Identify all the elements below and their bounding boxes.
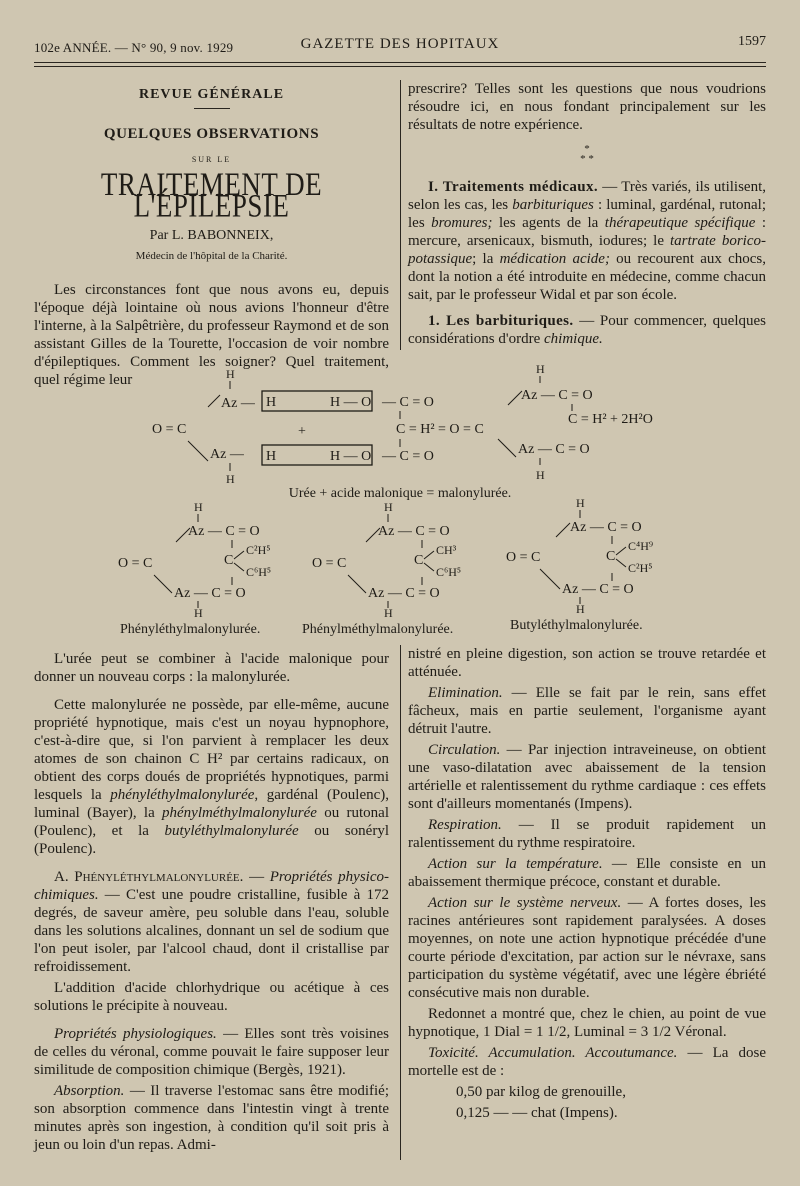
column-divider xyxy=(400,80,401,350)
svg-text:C²H⁵: C²H⁵ xyxy=(246,543,271,557)
svg-text:H: H xyxy=(266,449,277,464)
paragraph: Action sur le système nerveux. — A fortes doses, les racines antérieures sont rapidement paralysées. A doses moyennes, on note une action hypnotique précédée d'une courte période d'excitation, par action sur le névraxe, sans participation du système végétatif, avec une légère ébriété consécutive mais non durable. xyxy=(408,895,766,1001)
svg-text:H — O: H — O xyxy=(330,395,372,410)
formula-label: Phénylméthylmalonylurée. xyxy=(302,622,454,637)
svg-text:H — O: H — O xyxy=(330,449,372,464)
paragraph: Absorption. — Il traverse l'estomac sans être modifié; son absorption commence dans l'intestin vingt à trente minutes après son ingestion, à condition qu'il soit pris à jeun ou loin d'un repas. Admi- xyxy=(34,1083,389,1153)
article-title: TRAITEMENT DE L'ÉPILEPSIE xyxy=(100,166,323,224)
column-divider xyxy=(400,645,401,1160)
svg-text:H: H xyxy=(194,606,203,620)
title-divider xyxy=(194,108,230,109)
svg-text:O = C: O = C xyxy=(506,550,541,565)
svg-text:C = H² + 2H²O: C = H² + 2H²O xyxy=(568,412,653,427)
dose-line: 0,50 par kilog de grenouille, xyxy=(456,1084,626,1100)
page-header xyxy=(0,30,800,60)
svg-text:CH³: CH³ xyxy=(436,543,457,557)
paragraph: Action sur la température. — Elle consiste en un abaissement thermique précoce, constant et durable. xyxy=(408,856,766,890)
article-title-line-1: QUELQUES OBSERVATIONS xyxy=(103,126,320,142)
paragraph: Cette malonylurée ne possède, par elle-même, aucune propriété hypnotique, mais c'est un noyau hypnophore, c'est-à-dire que, si l'on parvient à remplacer les deux atomes de son chainon C H² par certains radicaux, on obtient des corps doués de propriétés hypnotiques, parmi lesquels la phényléthylmalonylurée, gardénal (Poulenc), luminal (Bayer), la phénylméthylmalonylurée ou rutonal (Poulenc), et la butyléthylmalonylurée ou sonéryl (Poulenc). xyxy=(34,697,390,857)
svg-text:C: C xyxy=(606,549,616,564)
left-column-top xyxy=(34,84,389,392)
svg-text:O = C: O = C xyxy=(152,422,187,437)
paragraph: Propriétés physiologiques. — Elles sont très voisines de celles du véronal, comme pouvait le faire supposer leur similitude de composition chimique (Bergès, 1921). xyxy=(34,1026,389,1078)
chemical-formulas-figure xyxy=(0,355,800,650)
issue-info: 102e ANNÉE. — N° 90, 9 nov. 1929 xyxy=(34,40,234,55)
svg-text:C⁶H⁵: C⁶H⁵ xyxy=(246,565,272,579)
svg-text:H: H xyxy=(266,395,277,410)
dose-line: 0,125 — — chat (Impens). xyxy=(456,1105,618,1121)
right-column-top xyxy=(408,80,766,351)
paragraph: Circulation. — Par injection intraveineuse, on obtient une vaso-dilatation avec abaissement de la tension artérielle et ralentissement du rythme cardiaque : ces effets sont d'ailleurs momentanés (Impens). xyxy=(408,742,766,812)
malonylurea-formula xyxy=(498,362,653,482)
svg-text:Az —: Az — xyxy=(221,396,255,411)
reaction-boxes xyxy=(262,391,372,465)
svg-text:Az — C = O: Az — C = O xyxy=(570,520,642,535)
right-column-bottom xyxy=(408,645,766,1125)
butylethylmalonylurea-formula xyxy=(506,496,653,633)
svg-text:C: C xyxy=(224,553,234,568)
svg-text:C⁴H⁹: C⁴H⁹ xyxy=(628,539,654,553)
svg-text:H: H xyxy=(384,606,393,620)
paragraph: Les circonstances font que nous avons eu, depuis l'époque déjà lointaine où nous avions l'honneur d'être l'interne, à la Salpêtrière, du professeur Raymond et de son assistant Gilles de la Tourette, l'occasion de voir nombre d'épileptiques. Comment les soigner? Quel traitement, quel régime leur xyxy=(34,282,389,388)
svg-text:— C = O: — C = O xyxy=(382,395,434,410)
paragraph: Elimination. — Elle se fait par le rein, sans effet fâcheux, mais en partie seulement, l'organisme ayant détruit l'autre. xyxy=(408,685,766,737)
svg-text:Az — C = O: Az — C = O xyxy=(518,442,590,457)
svg-text:H: H xyxy=(576,602,585,616)
urea-formula xyxy=(152,367,256,486)
svg-text:H: H xyxy=(226,472,235,486)
author: Par L. BABONNEIX, xyxy=(149,228,274,243)
svg-text:— C = O: — C = O xyxy=(382,449,434,464)
svg-text:Az —: Az — xyxy=(210,447,244,462)
section-paragraph: I. Traitements médicaux. — Très variés, ils utilisent, selon les cas, les barbituriques : luminal, gardénal, rutonal; les bromures; les agents de la thérapeutique spécifique : mercure, arsenicaux, bismuth, iodures; le tartrate borico-potassique; la médication acide; ou recourent aux chocs, dont la notion a été introduite en médecine, comme chacun sait, par le professeur Widal et par son école. xyxy=(408,179,766,303)
malonic-acid-formula xyxy=(381,395,484,464)
svg-text:H: H xyxy=(576,496,585,510)
author-affiliation: Médecin de l'hôpital de la Charité. xyxy=(135,250,288,262)
svg-text:C = H² = O = C: C = H² = O = C xyxy=(396,422,484,437)
paragraph: Redonnet a montré que, chez le chien, au point de vue hypnotique, 1 Dial = 1 1/2, Luminal = 3 1/2 Véronal. xyxy=(408,1006,766,1040)
formula-label: Butyléthylmalonylurée. xyxy=(510,618,643,633)
svg-text:C: C xyxy=(414,553,424,568)
svg-text:O = C: O = C xyxy=(118,556,153,571)
section-label: REVUE GÉNÉRALE xyxy=(138,87,285,102)
paragraph: nistré en pleine digestion, son action se trouve retardée et atténuée. xyxy=(408,646,766,680)
formula-label: Phényléthylmalonylurée. xyxy=(120,622,261,637)
svg-text:Az — C = O: Az — C = O xyxy=(562,582,634,597)
paragraph: L'urée peut se combiner à l'acide malonique pour donner un nouveau corps : la malonylurée. xyxy=(34,651,389,685)
svg-text:Az — C = O: Az — C = O xyxy=(378,524,450,539)
svg-text:Az — C = O: Az — C = O xyxy=(368,586,440,601)
svg-text:Az — C = O: Az — C = O xyxy=(174,586,246,601)
paragraph: prescrire? Telles sont les questions que nous voudrions résoudre ici, en nous fondant principalement sur les résultats de notre expérience. xyxy=(408,81,766,133)
svg-text:H: H xyxy=(536,468,545,482)
svg-text:+: + xyxy=(298,424,306,439)
phenylmethylmalonylurea-formula xyxy=(302,500,461,637)
page-number: 1597 xyxy=(738,34,766,49)
svg-text:H: H xyxy=(226,367,235,381)
header-rule xyxy=(34,62,766,63)
article-title-line-2: SUR LE xyxy=(191,155,232,164)
svg-text:H: H xyxy=(384,500,393,514)
svg-text:Az — C = O: Az — C = O xyxy=(188,524,260,539)
paragraph: A. Phényléthylmalonylurée. — Propriétés physico-chimiques. — C'est une poudre cristalline, fusible à 172 degrés, de saveur amère, peu soluble dans l'eau, soluble dans les solutions alcalines, donnant un sel de sodium que l'on peut isoler, par l'alcool chaud, dont il cristallise par refroidissement. xyxy=(34,869,389,975)
svg-text:H: H xyxy=(194,500,203,514)
svg-text:Az — C = O: Az — C = O xyxy=(521,388,593,403)
phenylethylmalonylurea-formula xyxy=(118,500,271,637)
svg-text:O = C: O = C xyxy=(312,556,347,571)
paragraph: Toxicité. Accumulation. Accoutumance. — La dose mortelle est de : xyxy=(408,1045,766,1079)
left-column-bottom xyxy=(34,650,389,1157)
paragraph: Respiration. — Il se produit rapidement un ralentissement du rythme respiratoire. xyxy=(408,817,766,851)
header-rule-2 xyxy=(34,66,766,67)
reaction-caption: Urée + acide malonique = malonylurée. xyxy=(288,486,512,501)
subsection-paragraph: 1. Les barbituriques. — Pour commencer, quelques considérations d'ordre chimique. xyxy=(408,313,766,347)
paragraph: L'addition d'acide chlorhydrique ou acétique à ces solutions le précipite à nouveau. xyxy=(34,980,389,1014)
svg-text:H: H xyxy=(536,362,545,376)
formula-diagram xyxy=(0,355,800,650)
svg-text:C²H⁵: C²H⁵ xyxy=(628,561,653,575)
section-separator: * * * xyxy=(580,143,594,165)
journal-title: GAZETTE DES HOPITAUX xyxy=(300,36,500,52)
svg-text:C⁶H⁵: C⁶H⁵ xyxy=(436,565,462,579)
